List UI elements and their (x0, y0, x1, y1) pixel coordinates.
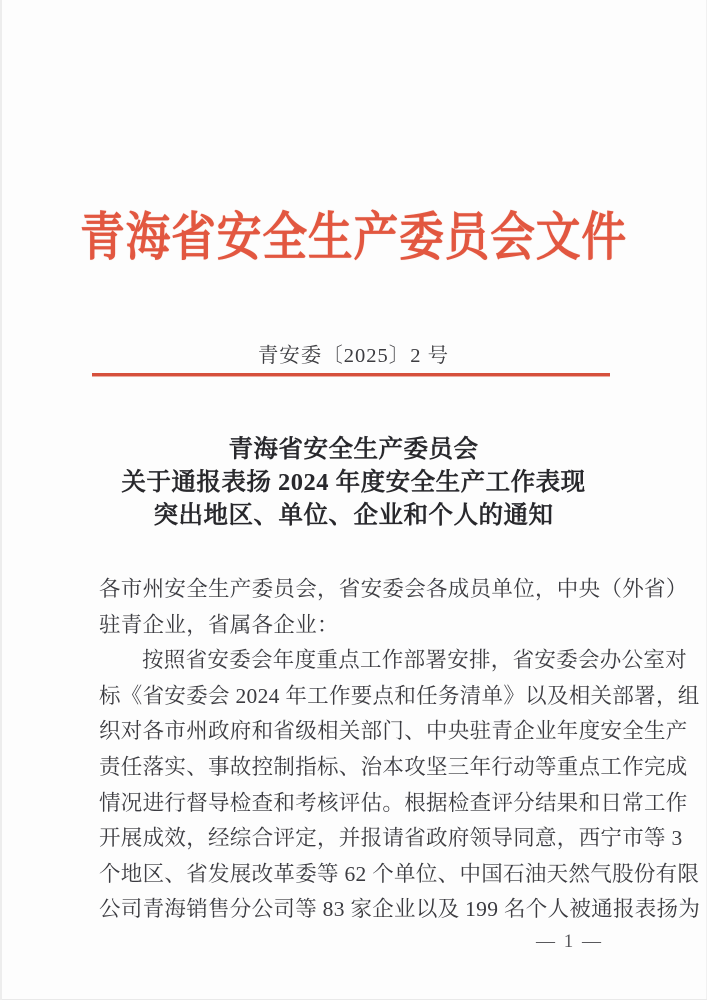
document-header-title: 青海省安全生产委员会文件 (80, 210, 627, 267)
red-separator-rule (92, 373, 610, 376)
document-title-line: 关于通报表扬 2024 年度安全生产工作表现 (121, 469, 586, 496)
body-line: 责任落实、事故控制指标、治本攻坚三年行动等重点工作完成 (99, 754, 688, 779)
body-line: 开展成效，经综合评定，并报请省政府领导同意，西宁市等 3 (99, 826, 683, 851)
document-reference-number: 青安委〔2025〕2 号 (257, 345, 450, 367)
body-line: 标《省安委会 2024 年工作要点和任务清单》以及相关部署，组 (99, 683, 700, 708)
body-line: 公司青海销售分公司等 83 家企业以及 199 名个人被通报表扬为 (99, 897, 701, 922)
document-body (99, 572, 701, 928)
body-line: 织对各市州政府和省级相关部门、中央驻青企业年度安全生产 (99, 719, 688, 744)
body-line: 按照省安委会年度重点工作部署安排，省安委会办公室对 (142, 648, 688, 673)
document-title-line: 青海省安全生产委员会 (228, 436, 479, 463)
body-line: 情况进行督导检查和考核评估。根据检查评分结果和日常工作 (99, 790, 688, 815)
page-number: — 1 — (536, 931, 603, 952)
salutation-line: 各市州安全生产委员会，省安委会各成员单位，中央（外省） (99, 577, 688, 601)
body-line: 个地区、省发展改革委等 62 个单位、中国石油天然气股份有限 (99, 861, 700, 886)
document-title-line: 突出地区、单位、企业和个人的通知 (153, 502, 554, 529)
salutation-line: 驻青企业，省属各企业： (99, 612, 339, 637)
document-title (0, 433, 707, 532)
